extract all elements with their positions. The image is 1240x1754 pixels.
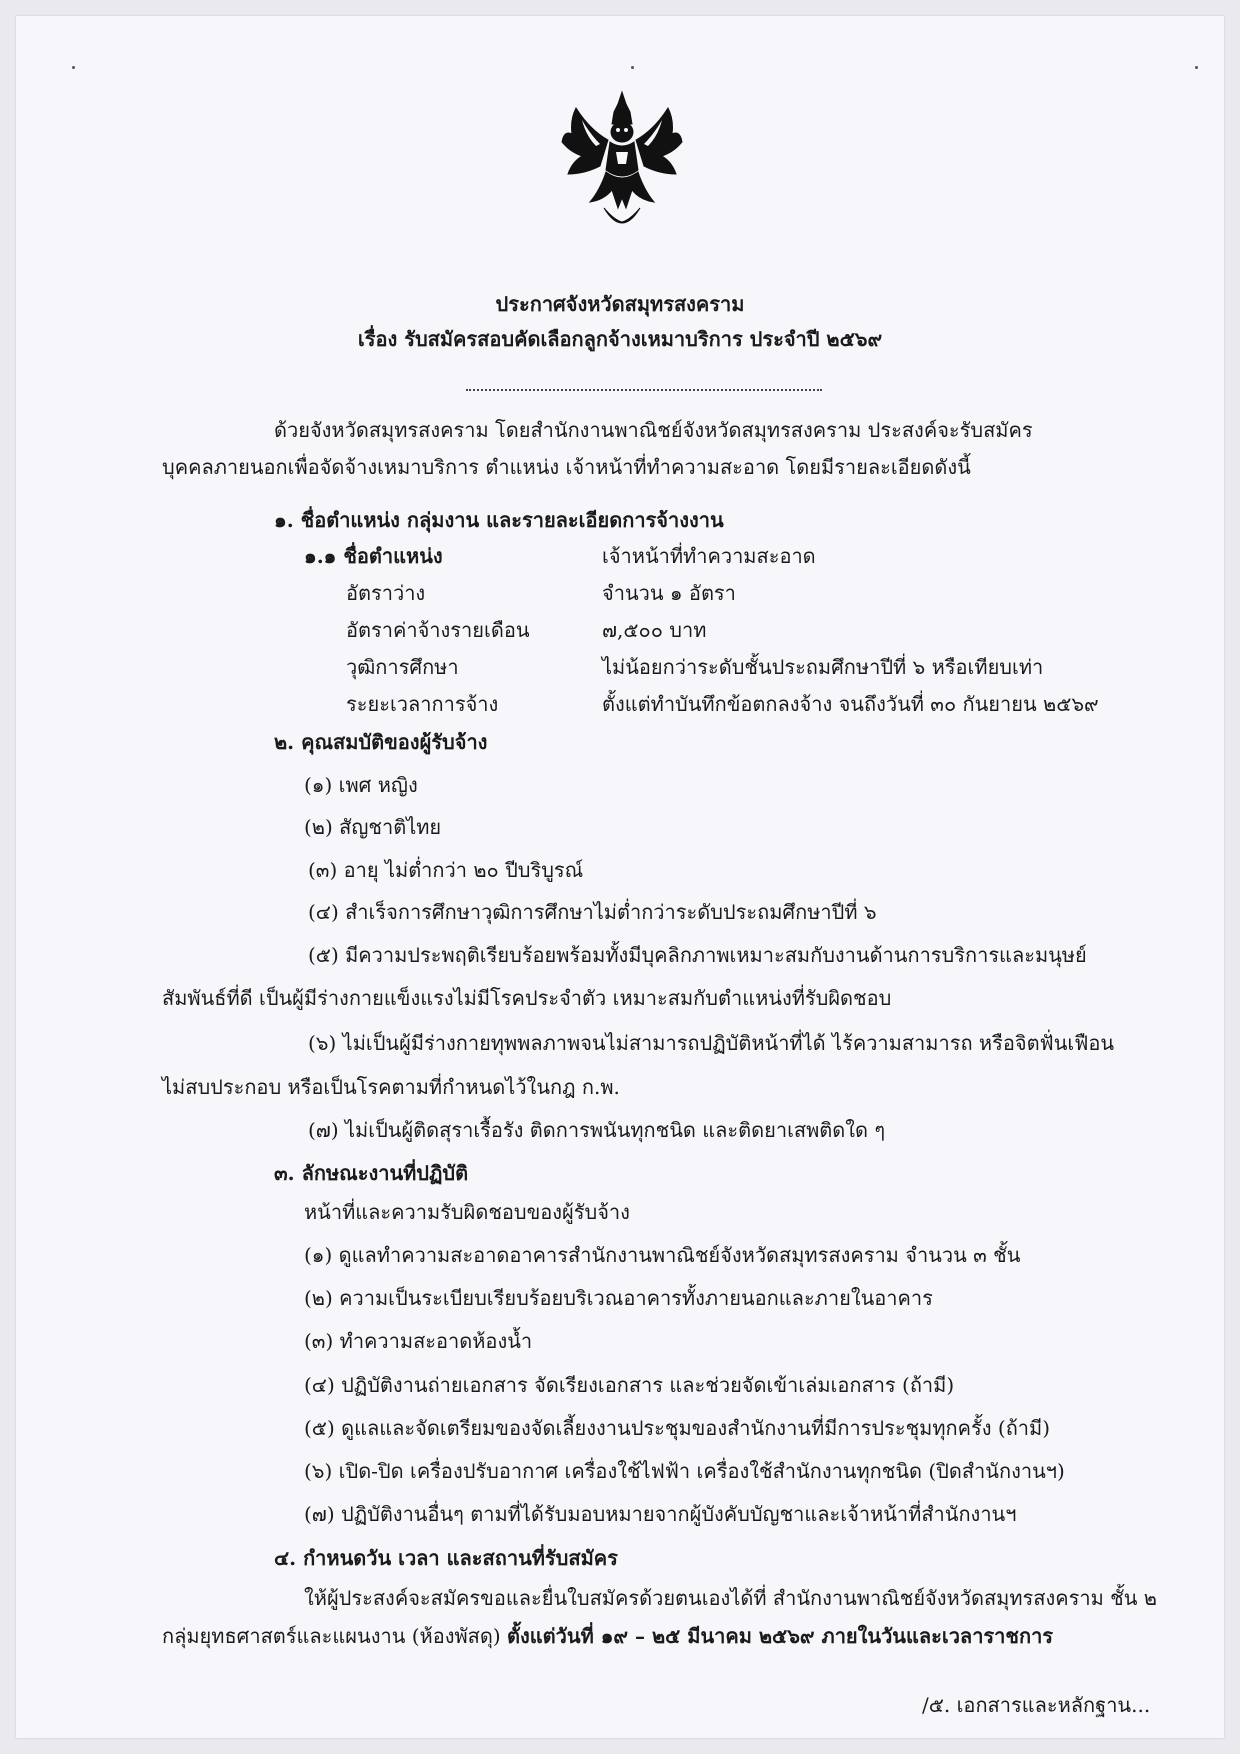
scan-mark [1195, 66, 1198, 69]
duty-item: (๓) ทำความสะอาดห้องน้ำ [304, 1329, 533, 1353]
paragraph-line [162, 1621, 1053, 1651]
list-item: (๑) เพศ หญิง [304, 773, 418, 797]
detail-value: ตั้งแต่ทำบันทึกข้อตกลงจ้าง จนถึงวันที่ ๓๐ กันยายน ๒๕๖๙ [602, 692, 1099, 716]
intro-line: บุคคลภายนอกเพื่อจัดจ้างเหมาบริการ ตำแหน่ง เจ้าหน้าที่ทำความสะอาด โดยมีรายละเอียดดังนี้ [162, 455, 971, 479]
section-heading: ๑. ชื่อตำแหน่ง กลุ่มงาน และรายละเอียดการจ้างงาน [274, 508, 724, 532]
list-item: (๗) ไม่เป็นผู้ติดสุราเรื้อรัง ติดการพนันทุกชนิด และติดยาเสพติดใด ๆ [308, 1118, 886, 1142]
list-item: (๓) อายุ ไม่ต่ำกว่า ๒๐ ปีบริบูรณ์ [308, 858, 584, 882]
section-heading: ๓. ลักษณะงานที่ปฏิบัติ [274, 1161, 469, 1185]
detail-value: เจ้าหน้าที่ทำความสะอาด [602, 544, 816, 568]
duty-item: (๖) เปิด-ปิด เครื่องปรับอากาศ เครื่องใช้ไฟฟ้า เครื่องใช้สำนักงานทุกชนิด (ปิดสำนักงานฯ) [304, 1459, 1065, 1483]
document-subject: เรื่อง รับสมัครสอบคัดเลือกลูกจ้างเหมาบริการ ประจำปี ๒๕๖๙ [357, 327, 883, 351]
document-title: ประกาศจังหวัดสมุทรสงคราม [495, 292, 745, 316]
list-item: สัมพันธ์ที่ดี เป็นผู้มีร่างกายแข็งแรงไม่มีโรคประจำตัว เหมาะสมกับตำแหน่งที่รับผิดชอบ [162, 986, 892, 1010]
paragraph-text: กลุ่มยุทธศาสตร์และแผนงาน (ห้องพัสดุ) [162, 1624, 508, 1648]
detail-value: ๗,๕๐๐ บาท [602, 618, 707, 642]
detail-label: อัตราค่าจ้างรายเดือน [346, 618, 530, 642]
scan-mark [72, 66, 75, 69]
list-item: (๖) ไม่เป็นผู้มีร่างกายทุพพลภาพจนไม่สามารถปฏิบัติหน้าที่ได้ ไร้ความสามารถ หรือจิตฟั่นเฟือน [308, 1031, 1115, 1055]
paragraph-line: ให้ผู้ประสงค์จะสมัครขอและยื่นใบสมัครด้วยตนเองได้ที่ สำนักงานพาณิชย์จังหวัดสมุทรสงคราม ชั้น ๒ [304, 1586, 1157, 1610]
intro-line: ด้วยจังหวัดสมุทรสงคราม โดยสำนักงานพาณิชย์จังหวัดสมุทรสงคราม ประสงค์จะรับสมัคร [274, 418, 1033, 442]
section-heading: ๒. คุณสมบัติของผู้รับจ้าง [274, 730, 488, 754]
list-item: (๒) สัญชาติไทย [304, 815, 442, 839]
section-heading: ๔. กำหนดวัน เวลา และสถานที่รับสมัคร [274, 1546, 618, 1570]
detail-label: อัตราว่าง [346, 581, 426, 605]
detail-label: ระยะเวลาการจ้าง [346, 692, 499, 716]
detail-value: ไม่น้อยกว่าระดับชั้นประถมศึกษาปีที่ ๖ หรือเทียบเท่า [602, 655, 1044, 679]
duty-item: (๔) ปฏิบัติงานถ่ายเอกสาร จัดเรียงเอกสาร และช่วยจัดเข้าเล่มเอกสาร (ถ้ามี) [304, 1373, 955, 1397]
list-item: ไม่สบประกอบ หรือเป็นโรคตามที่กำหนดไว้ในกฎ ก.พ. [162, 1075, 620, 1099]
list-item: (๕) มีความประพฤติเรียบร้อยพร้อมทั้งมีบุคลิกภาพเหมาะสมกับงานด้านการบริการและมนุษย์ [308, 943, 1087, 967]
duty-item: (๕) ดูแลและจัดเตรียมของจัดเลี้ยงงานประชุมของสำนักงานที่มีการประชุมทุกครั้ง (ถ้ามี) [304, 1416, 1051, 1440]
duty-item: (๒) ความเป็นระเบียบเรียบร้อยบริเวณอาคารทั้งภายนอกและภายในอาคาร [304, 1286, 933, 1310]
duty-item: (๗) ปฏิบัติงานอื่นๆ ตามที่ได้รับมอบหมายจากผู้บังคับบัญชาและเจ้าหน้าที่สำนักงานฯ [304, 1502, 1017, 1526]
section-subheading: หน้าที่และความรับผิดชอบของผู้รับจ้าง [304, 1200, 630, 1224]
list-item: (๔) สำเร็จการศึกษาวุฒิการศึกษาไม่ต่ำกว่าระดับประถมศึกษาปีที่ ๖ [308, 900, 877, 924]
detail-label: ๑.๑ ชื่อตำแหน่ง [304, 544, 443, 568]
detail-value: จำนวน ๑ อัตรา [602, 581, 736, 605]
continuation-note: /๕. เอกสารและหลักฐาน... [922, 1693, 1151, 1717]
detail-label: วุฒิการศึกษา [346, 655, 459, 679]
scan-mark [631, 66, 634, 69]
application-period: ตั้งแต่วันที่ ๑๙ – ๒๕ มีนาคม ๒๕๖๙ ภายในวันและเวลาราชการ [507, 1624, 1054, 1648]
garuda-emblem-icon [560, 90, 684, 238]
title-divider [466, 389, 822, 391]
duty-item: (๑) ดูแลทำความสะอาดอาคารสำนักงานพาณิชย์จังหวัดสมุทรสงคราม จำนวน ๓ ชั้น [304, 1243, 1021, 1267]
